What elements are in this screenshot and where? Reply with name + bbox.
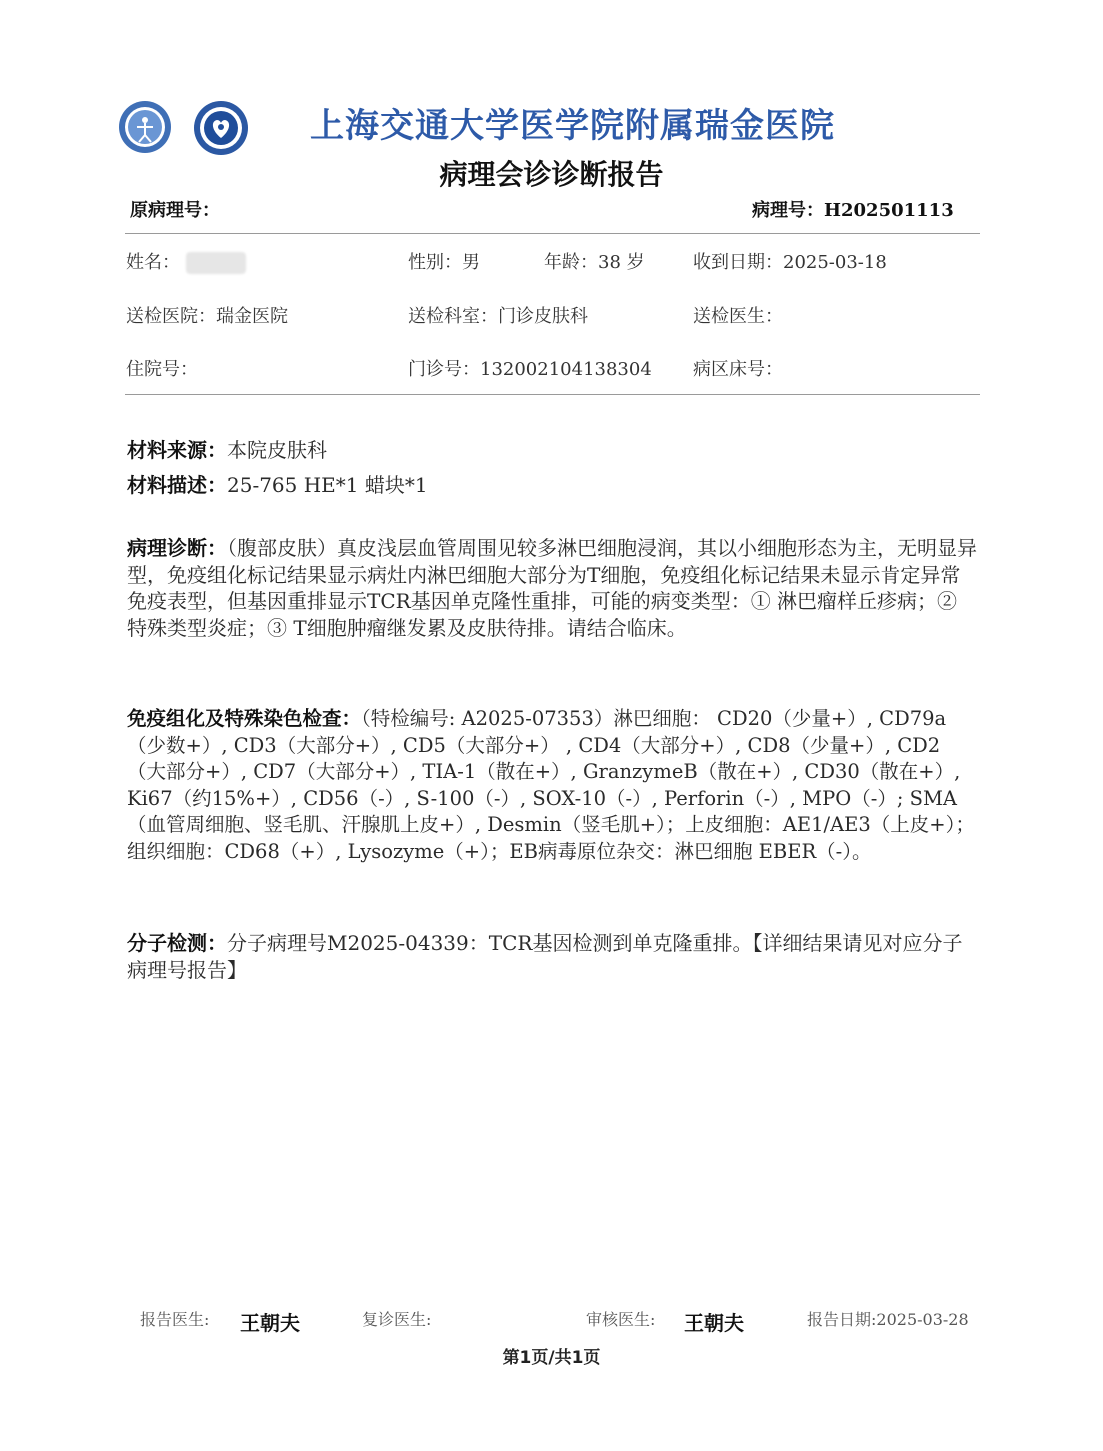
review-doctor-label: 复诊医生: (362, 1310, 432, 1329)
orig-pathology-no: 原病理号： (130, 200, 220, 221)
university-logo (118, 100, 172, 154)
report-title: 病理会诊诊断报告 (439, 158, 664, 191)
patient-sex: 性别：男 (408, 252, 480, 273)
sending-doctor: 送检医生： (693, 306, 783, 327)
hospital-name: 上海交通大学医学院附属瑞金医院 (310, 106, 835, 146)
molecular-test: 分子检测：分子病理号M2025-04339：TCR基因检测到单克隆重排。【详细结果请见对应分子病理号报告】 (127, 931, 963, 982)
outpatient-no: 门诊号：132002104138304 (408, 359, 652, 380)
sending-hospital: 送检医院：瑞金医院 (126, 306, 288, 327)
inpatient-no: 住院号： (126, 359, 198, 380)
audit-doctor-signature: 王朝夫 (684, 1311, 744, 1335)
report-date: 报告日期:2025-03-28 (807, 1310, 969, 1329)
report-doctor-signature: 王朝夫 (240, 1311, 300, 1335)
patient-age: 年龄：38 岁 (544, 252, 645, 273)
hospital-logo (193, 100, 247, 154)
pathology-diagnosis: 病理诊断：（腹部皮肤）真皮浅层血管周围见较多淋巴细胞浸润，其以小细胞形态为主，无明显异型，免疫组化标记结果显示病灶内淋巴细胞大部分为T细胞，免疫组化标记结果未显示肯定异常免疫表型，但基因重排显示TCR基因单克隆性重排，可能的病变类型：① 淋巴瘤样丘疹病；② 特殊类型炎症；③ T细胞肿瘤继发累及皮肤待排。请结合临床。 (127, 536, 977, 640)
sending-department: 送检科室：门诊皮肤科 (408, 306, 588, 327)
patient-name: 姓名： (126, 248, 246, 274)
ihc-results: 免疫组化及特殊染色检查：（特检编号: A2025-07353）淋巴细胞： CD20（少量+）, CD79a（少数+）, CD3（大部分+）, CD5（大部分+） , CD4（大部分+）, CD8（少量+）, CD2（大部分+）, CD7（大部分+）, TIA-1（散在+）, GranzymeB（散在+）, CD30（散在+）, Ki67（约15%+）, CD56（-）, S-100（-）, SOX-10（-）, Perforin（-）, MPO（-）; SMA（血管周细胞、竖毛肌、汗腺肌上皮+）, Desmin（竖毛肌+）；上皮细胞：AE1/AE3（上皮+）；组织细胞：CD68（+）, Lysozyme（+）；EB病毒原位杂交：淋巴细胞 EBER（-）。 (127, 707, 975, 863)
page-number: 第1页/共1页 (502, 1348, 601, 1368)
ward-bed-no: 病区床号： (693, 359, 783, 380)
material-source: 材料来源：本院皮肤科 (127, 438, 327, 462)
received-date: 收到日期：2025-03-18 (693, 252, 887, 273)
divider (125, 233, 980, 234)
report-doctor-label: 报告医生: (140, 1310, 210, 1329)
redacted-name (186, 252, 246, 274)
divider (125, 394, 980, 395)
audit-doctor-label: 审核医生: (586, 1310, 656, 1329)
material-description: 材料描述：25-765 HE*1 蜡块*1 (127, 473, 428, 497)
pathology-no: 病理号：H202501113 (752, 200, 954, 221)
